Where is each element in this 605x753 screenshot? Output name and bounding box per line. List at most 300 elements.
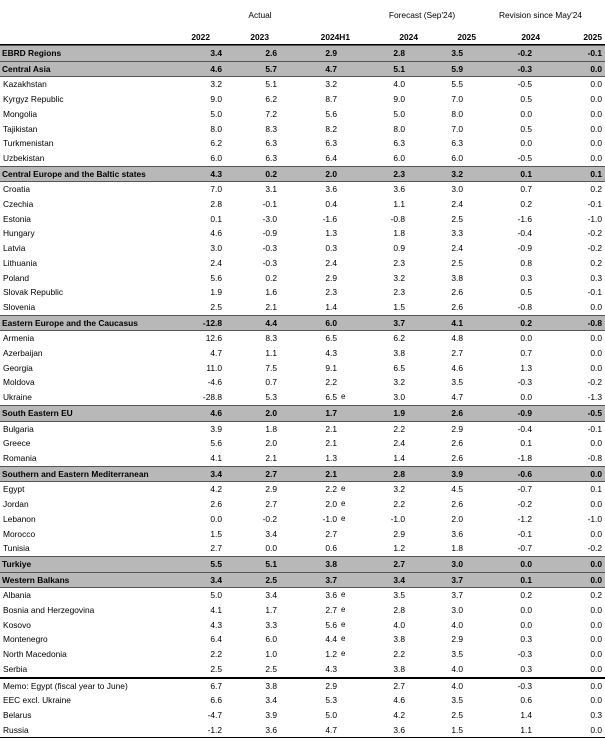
revision-2024: -0.7 [517,484,532,495]
value-2022: 2.5 [210,301,222,312]
value-2022: 1.5 [210,528,222,539]
value-2023: 1.8 [265,423,277,434]
value-2024h1: 6.0 [280,315,340,331]
value-2024h1: 1.2 [325,649,337,660]
forecast-2024: 2.9 [393,528,405,539]
value-2022: 2.8 [210,199,222,210]
value-2022: 2.5 [210,663,222,674]
value-2022: 6.6 [210,695,222,706]
value-2023: 5.1 [265,79,277,90]
value-2022: 5.6 [210,438,222,449]
estimate-flag [340,182,358,197]
revision-2025: 0.0 [590,123,602,134]
revision-2025: -0.2 [587,228,602,239]
estimate-flag [340,300,358,315]
revision-2024: 0.5 [520,94,532,105]
region-row [0,166,605,182]
value-2024h1: 2.4 [325,257,337,268]
country-row [0,151,605,166]
revision-2025: 0.2 [590,257,602,268]
estimate-flag [340,61,358,77]
revision-2025: 0.0 [535,678,605,694]
forecast-2025: 3.5 [408,46,466,62]
revision-2024: 0.0 [466,556,535,572]
forecast-2024: 5.1 [358,61,408,77]
revision-2024: -0.3 [517,649,532,660]
estimate-flag: e [341,619,346,629]
forecast-2025: 3.5 [451,649,463,660]
value-2024h1: 2.1 [325,438,337,449]
column-header-2024-revision: 2024 [521,32,540,42]
forecast-2025: 2.6 [451,438,463,449]
row-label: Egypt [3,484,25,495]
revision-2025: 0.0 [590,695,602,706]
forecast-2025: 2.4 [451,199,463,210]
forecast-2025: 3.6 [451,528,463,539]
value-2024h1: 1.7 [280,405,340,421]
value-2023: -0.2 [262,513,277,524]
country-row [0,241,605,256]
value-2024h1: 2.2 [325,377,337,388]
row-label: Croatia [3,184,30,195]
country-row [0,285,605,300]
forecast-2024: 1.4 [393,452,405,463]
revision-2025: 0.0 [590,348,602,359]
row-label: Central Asia [0,61,170,77]
value-2022: 0.0 [210,513,222,524]
revision-2025: -0.2 [587,243,602,254]
forecast-2025: 2.9 [451,634,463,645]
row-label: Latvia [3,243,26,254]
memo-row [0,678,605,694]
forecast-2024: 1.8 [393,228,405,239]
column-header-row [0,30,605,45]
value-2023: 4.4 [225,315,280,331]
forecast-2024: 3.2 [393,377,405,388]
value-2024h1: 2.9 [280,46,340,62]
value-2023: -0.3 [262,243,277,254]
value-2022: 4.6 [170,405,225,421]
row-label: Kyrgyz Republic [3,94,64,105]
forecast-2024: 4.6 [393,695,405,706]
revision-2025: -0.8 [535,315,605,331]
forecast-2024: -0.8 [390,213,405,224]
revision-2024: 0.7 [520,184,532,195]
revision-2025: 0.1 [535,166,605,182]
revision-2025: 0.2 [590,590,602,601]
row-label: Turkmenistan [3,138,54,149]
revision-2024: 1.4 [520,709,532,720]
forecast-2024: 3.7 [358,315,408,331]
estimate-flag: e [341,590,346,600]
revision-2025: 0.0 [590,79,602,90]
header-group-actual: Actual [248,10,272,20]
estimate-flag: e [341,605,346,615]
revision-2025: 0.0 [590,152,602,163]
value-2023: 2.9 [265,484,277,495]
revision-2025: 0.0 [535,61,605,77]
estimate-flag [340,241,358,256]
row-label: Russia [0,723,170,738]
forecast-2024: 2.3 [358,166,408,182]
forecast-2024: 2.8 [358,46,408,62]
value-2023: 3.6 [225,723,280,738]
row-label: Lebanon [3,513,36,524]
country-row [0,361,605,376]
country-row [0,77,605,92]
revision-2024: 0.3 [520,663,532,674]
row-label: EBRD Regions [0,46,170,62]
value-2022: 6.7 [170,678,225,694]
row-label: Uzbekistan [3,152,45,163]
country-row [0,300,605,315]
row-label: Moldova [3,377,35,388]
row-label: Mongolia [3,108,37,119]
country-row [0,256,605,271]
forecast-2025: 4.6 [451,362,463,373]
forecast-2025: 2.6 [451,499,463,510]
revision-2025: -1.0 [587,513,602,524]
forecast-2024: -1.0 [390,513,405,524]
forecast-2024: 3.4 [358,572,408,588]
row-label: Hungary [3,228,35,239]
value-2024h1: 1.3 [325,452,337,463]
country-row [0,122,605,137]
revision-2025: 0.0 [590,301,602,312]
estimate-flag [340,315,358,331]
estimate-flag: e [341,392,346,402]
estimate-flag [340,436,358,451]
revision-2025: 0.2 [590,184,602,195]
row-label: Armenia [3,333,35,344]
estimate-flag [340,678,358,694]
country-row [0,632,605,647]
revision-2024: -1.2 [517,513,532,524]
value-2022: 7.0 [210,184,222,195]
value-2023: 2.0 [225,405,280,421]
estimate-flag [340,375,358,390]
row-label: Czechia [3,199,34,210]
revision-2024: 0.2 [520,199,532,210]
estimate-flag [340,346,358,361]
row-label: EEC excl. Ukraine [3,695,71,706]
estimate-flag [340,466,358,482]
value-2024h1: 2.0 [325,499,337,510]
value-2023: 0.0 [265,543,277,554]
row-label: Azerbaijan [3,348,43,359]
value-2023: 6.0 [265,634,277,645]
value-2023: 2.6 [225,46,280,62]
value-2024h1: 4.3 [325,663,337,674]
forecast-2025: 7.0 [451,94,463,105]
region-row [0,315,605,331]
value-2024h1: 8.2 [325,123,337,134]
value-2024h1: 6.4 [325,152,337,163]
row-label: Morocco [3,528,36,539]
row-label: Slovak Republic [3,287,64,298]
value-2023: -0.3 [262,257,277,268]
value-2024h1: -1.6 [322,213,337,224]
forecast-2024: 9.0 [393,94,405,105]
value-2022: 3.2 [210,79,222,90]
row-label: Greece [3,438,31,449]
forecast-2025: 4.7 [451,392,463,403]
value-2022: 6.4 [210,634,222,645]
revision-2024: 1.1 [466,723,535,738]
forecast-2025: 3.0 [451,605,463,616]
revision-2025: -1.0 [587,213,602,224]
data-table [0,45,605,738]
value-2023: 1.0 [265,649,277,660]
value-2022: 4.2 [210,484,222,495]
forecast-2025: 7.0 [451,123,463,134]
forecast-2024: 1.9 [358,405,408,421]
value-2024h1: -1.0 [322,513,337,524]
revision-2025: 0.3 [590,272,602,283]
value-2024h1: 2.1 [280,466,340,482]
value-2024h1: 5.6 [325,108,337,119]
forecast-2024: 5.0 [393,108,405,119]
revision-2025: 0.0 [590,528,602,539]
column-header-2024h1: 2024H1 [320,32,350,42]
revision-2024: 0.5 [520,287,532,298]
value-2022: 11.0 [206,362,222,373]
revision-2024: -0.5 [517,152,532,163]
forecast-2024: 3.8 [393,348,405,359]
forecast-2025: 2.7 [451,348,463,359]
value-2023: 0.2 [265,272,277,283]
value-2024h1: 2.9 [280,678,340,694]
value-2022: 4.6 [210,228,222,239]
forecast-2025: 3.8 [451,272,463,283]
value-2024h1: 6.3 [325,138,337,149]
estimate-flag [340,92,358,107]
forecast-2024: 3.8 [393,634,405,645]
revision-2025: 0.0 [535,466,605,482]
revision-2024: -0.2 [466,46,535,62]
row-label: Albania [3,590,31,601]
estimate-flag [340,572,358,588]
revision-2025: -0.5 [535,405,605,421]
estimate-flag [340,122,358,137]
estimate-flag: e [341,499,346,509]
value-2023: 7.2 [265,108,277,119]
value-2022: 4.6 [170,61,225,77]
revision-2025: 0.3 [590,709,602,720]
forecast-2024: 2.2 [393,649,405,660]
estimate-flag [340,151,358,166]
country-row [0,136,605,151]
forecast-2025: 8.0 [451,108,463,119]
forecast-2025: 5.5 [451,79,463,90]
value-2022: 5.5 [170,556,225,572]
region-row [0,46,605,62]
revision-2024: 0.7 [520,348,532,359]
estimate-flag: e [341,649,346,659]
value-2022: 3.9 [210,423,222,434]
forecast-2024: 6.3 [393,138,405,149]
value-2024h1: 2.2 [325,484,337,495]
country-row [0,375,605,390]
revision-2024: -1.8 [517,452,532,463]
revision-2024: -0.2 [517,499,532,510]
value-2024h1: 3.2 [325,79,337,90]
forecast-2025: 1.8 [451,543,463,554]
row-label: Jordan [3,499,29,510]
value-2022: 6.0 [210,152,222,163]
value-2022: 5.0 [210,590,222,601]
value-2024h1: 2.1 [325,423,337,434]
value-2024h1: 1.3 [325,228,337,239]
revision-2025: 0.0 [590,619,602,630]
column-header-2025-forecast: 2025 [457,32,476,42]
forecast-2024: 3.0 [393,392,405,403]
country-row [0,197,605,212]
revision-2024: 0.0 [520,392,532,403]
value-2023: 3.4 [265,695,277,706]
row-label: Poland [3,272,30,283]
value-2022: 5.0 [210,108,222,119]
value-2022: 4.1 [210,605,222,616]
value-2024h1: 2.7 [325,605,337,616]
forecast-2025: 3.3 [451,228,463,239]
estimate-flag: e [341,513,346,523]
revision-2024: -0.1 [517,528,532,539]
forecast-2025: 3.0 [408,556,466,572]
country-row [0,527,605,542]
revision-2024: -0.6 [466,466,535,482]
estimate-flag [340,723,358,738]
estimate-flag: e [341,484,346,494]
revision-2024: -0.4 [517,228,532,239]
column-header-2025-revision: 2025 [583,32,602,42]
forecast-2025: 2.5 [451,257,463,268]
forecast-2025: 2.5 [451,709,463,720]
value-2024h1: 2.9 [325,272,337,283]
forecast-2025: 3.5 [451,695,463,706]
estimate-flag [340,285,358,300]
estimate-flag [340,271,358,286]
revision-2024: 0.0 [520,333,532,344]
forecast-2025: 3.9 [408,466,466,482]
country-row [0,541,605,556]
value-2023: 1.7 [265,605,277,616]
revision-2024: 0.0 [520,138,532,149]
row-label: Central Europe and the Baltic states [0,166,170,182]
forecast-2025: 6.3 [451,138,463,149]
estimate-flag [340,527,358,542]
value-2023: 6.2 [265,94,277,105]
estimate-flag [340,662,358,678]
row-label: Slovenia [3,301,36,312]
estimate-flag [340,226,358,241]
value-2023: 3.1 [265,184,277,195]
column-header-2022: 2022 [191,32,210,42]
revision-2024: 0.5 [520,123,532,134]
country-row [0,271,605,286]
value-2022: 2.7 [210,543,222,554]
estimate-flag [340,708,358,723]
forecast-2025: 4.0 [408,678,466,694]
revision-2025: 0.0 [535,723,605,738]
value-2022: 3.4 [170,46,225,62]
forecast-2024: 3.6 [358,723,408,738]
value-2022: 3.4 [170,572,225,588]
value-2023: 5.3 [265,392,277,403]
value-2023: 5.1 [225,556,280,572]
value-2023: 8.3 [265,123,277,134]
memo-row [0,708,605,723]
country-row [0,421,605,436]
country-row [0,451,605,466]
value-2023: 1.1 [265,348,277,359]
forecast-2024: 2.7 [358,678,408,694]
value-2024h1: 2.3 [325,287,337,298]
forecast-2025: 1.5 [408,723,466,738]
value-2023: 2.7 [265,499,277,510]
value-2022: 8.0 [210,123,222,134]
country-row [0,390,605,405]
row-label: Southern and Eastern Mediterranean [0,466,170,482]
row-label: Georgia [3,362,33,373]
revision-2024: 0.8 [520,257,532,268]
revision-2025: 0.0 [590,94,602,105]
country-row [0,346,605,361]
estimate-flag [340,166,358,182]
revision-2025: -0.2 [587,543,602,554]
value-2023: 3.8 [225,678,280,694]
revision-2025: 0.0 [590,362,602,373]
value-2022: -12.8 [170,315,225,331]
value-2022: 4.1 [210,452,222,463]
revision-2024: 0.1 [466,572,535,588]
value-2024h1: 5.0 [325,709,337,720]
row-label: Romania [3,452,37,463]
estimate-flag: e [341,634,346,644]
forecast-2024: 2.3 [393,257,405,268]
revision-2024: -0.9 [466,405,535,421]
row-label: Serbia [3,663,28,674]
country-row [0,182,605,197]
row-label: Montenegro [3,634,48,645]
estimate-flag [340,256,358,271]
revision-2025: -1.3 [587,392,602,403]
forecast-2025: 2.0 [451,513,463,524]
forecast-2025: 5.9 [408,61,466,77]
forecast-2025: 2.6 [408,405,466,421]
revision-2024: -0.4 [517,423,532,434]
revision-2024: -0.7 [517,543,532,554]
revision-2024: 0.6 [520,695,532,706]
country-row [0,662,605,678]
forecast-2025: 3.7 [408,572,466,588]
country-row [0,212,605,227]
row-label: Tunisia [3,543,30,554]
value-2024h1: 3.6 [325,184,337,195]
forecast-2024: 2.8 [358,466,408,482]
forecast-2025: 4.1 [408,315,466,331]
value-2023: 2.5 [225,572,280,588]
value-2024h1: 8.7 [325,94,337,105]
revision-2024: -0.9 [517,243,532,254]
forecast-2024: 0.9 [393,243,405,254]
country-row [0,482,605,497]
value-2022: -4.6 [207,377,222,388]
forecast-2024: 3.8 [393,663,405,674]
value-2022: 9.0 [210,94,222,105]
revision-2025: -0.1 [587,287,602,298]
value-2023: 2.7 [225,466,280,482]
